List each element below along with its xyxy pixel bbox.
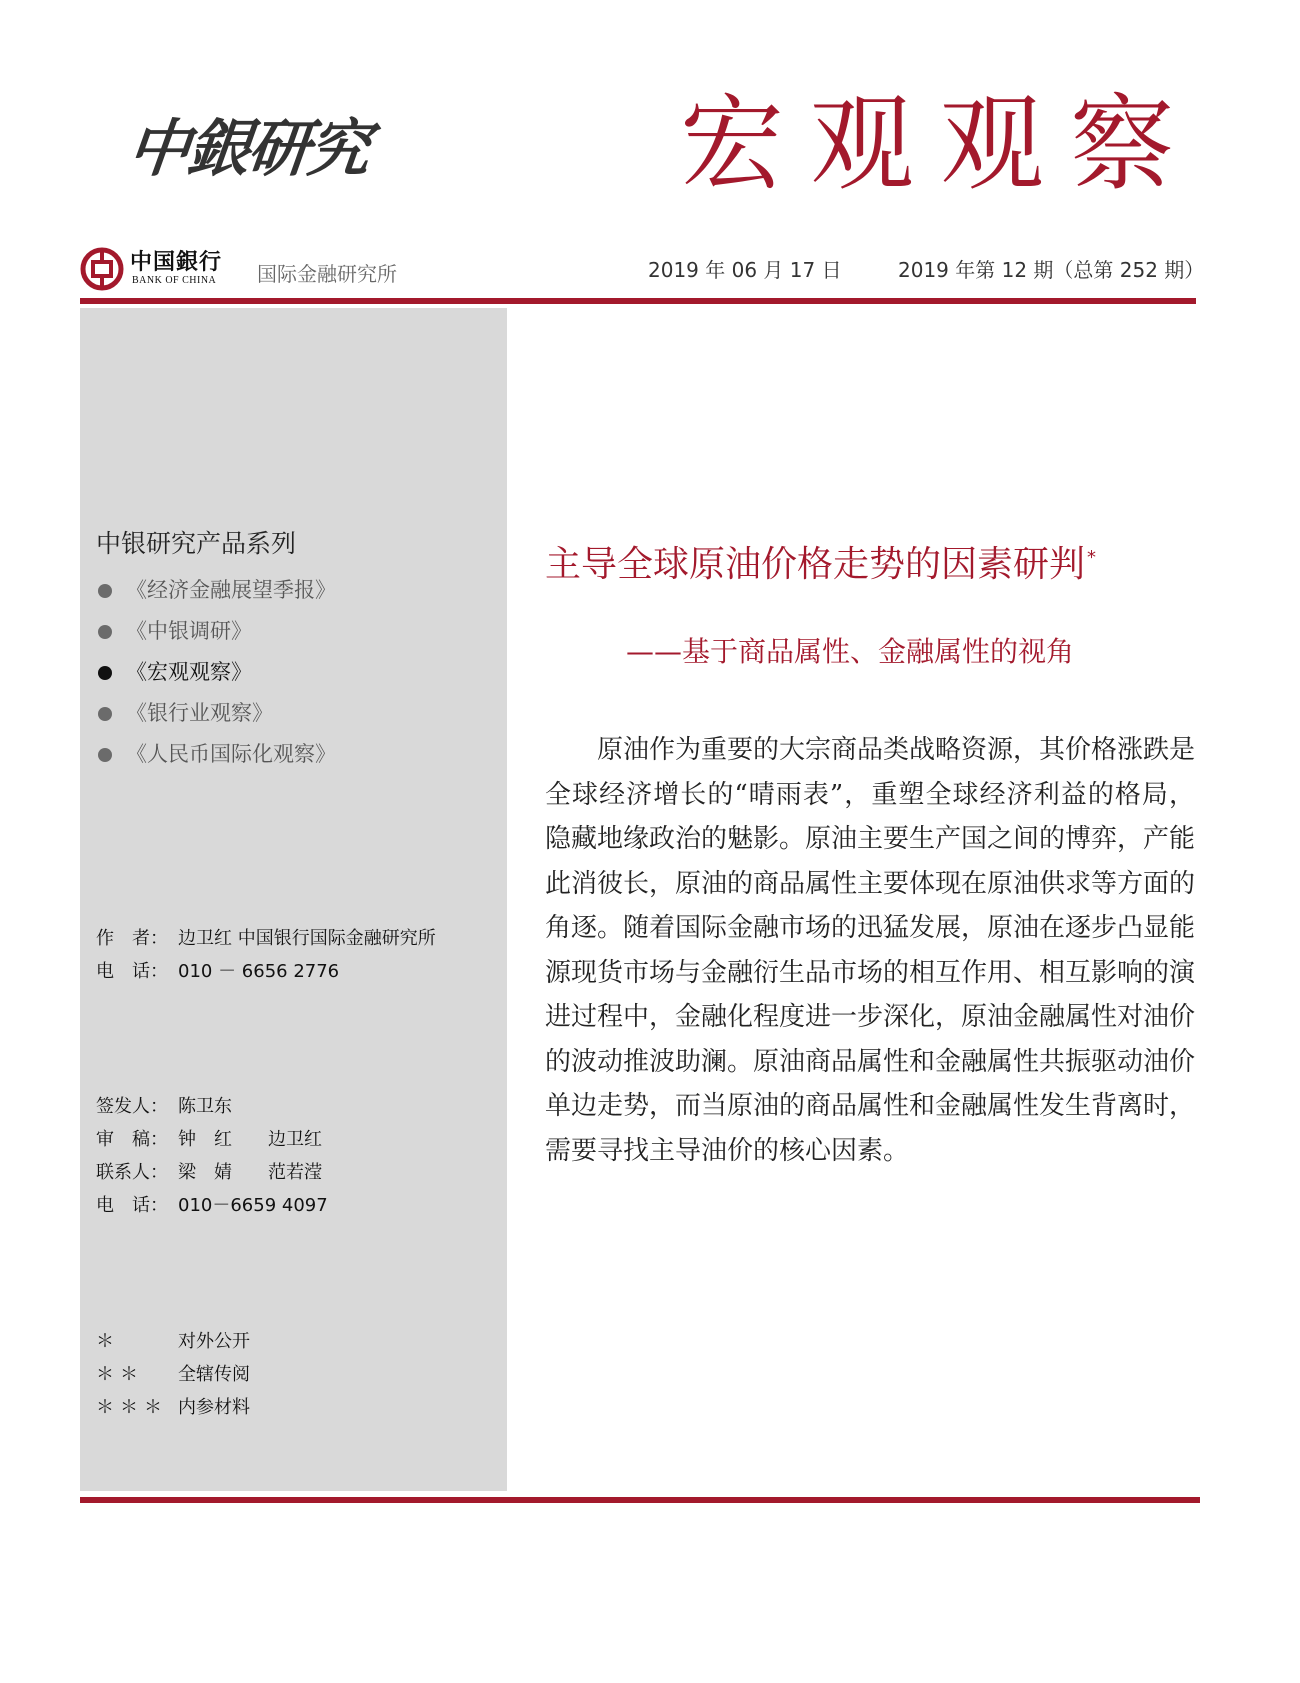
bank-of-china-emblem-icon bbox=[80, 247, 124, 291]
bank-name-english: BANK OF CHINA bbox=[132, 275, 217, 286]
article-title bbox=[545, 536, 1096, 587]
series-item-label: 《宏观观察》 bbox=[126, 660, 252, 684]
classification-marks: ＊＊ bbox=[96, 1364, 144, 1385]
brand-calligraphy-logo: 中銀研究 bbox=[124, 112, 372, 185]
meta-value: 边卫红 中国银行国际金融研究所 bbox=[178, 928, 436, 949]
meta-key: 联系人： bbox=[96, 1162, 168, 1183]
classification-marks: ＊＊＊ bbox=[96, 1397, 168, 1418]
footer-divider bbox=[80, 1497, 1200, 1503]
sidebar-panel bbox=[80, 308, 507, 1491]
classification-label: 全辖传阅 bbox=[178, 1364, 250, 1385]
bullet-icon bbox=[98, 666, 112, 680]
article-title-text: 主导全球原油价格走势的因素研判 bbox=[545, 544, 1086, 585]
publication-title: 宏观观察 bbox=[680, 83, 1201, 205]
institute-name: 国际金融研究所 bbox=[257, 262, 397, 286]
bank-of-china-logo bbox=[80, 245, 240, 293]
article-subtitle: ——基于商品属性、金融属性的视角 bbox=[626, 635, 1075, 668]
classification-label: 内参材料 bbox=[178, 1397, 250, 1418]
author-phone-row bbox=[96, 957, 339, 983]
meta-value: 010 － 6656 2776 bbox=[178, 961, 340, 982]
meta-key: 电 话： bbox=[96, 961, 168, 982]
meta-key: 签发人： bbox=[96, 1096, 168, 1117]
article-abstract: 原油作为重要的大宗商品类战略资源，其价格涨跌是全球经济增长的“晴雨表”，重塑全球经济利益的格局，隐藏地缘政治的魅影。原油主要生产国之间的博弈，产能此消彼长，原油的商品属性主要体现在原油供求等方面的角逐。随着国际金融市场的迅猛发展，原油在逐步凸显能源现货市场与金融衍生品市场的相互作用、相互影响的演进过程中，金融化程度进一步深化，原油金融属性对油价的波动推波助澜。原油商品属性和金融属性共振驱动油价单边走势，而当原油的商品属性和金融属性发生背离时，需要寻找主导油价的核心因素。 bbox=[545, 735, 1196, 1166]
meta-value: 010－6659 4097 bbox=[178, 1195, 328, 1216]
series-item-label: 《银行业观察》 bbox=[126, 701, 273, 725]
issue-number: 2019 年第 12 期（总第 252 期） bbox=[898, 258, 1205, 282]
meta-key: 审 稿： bbox=[96, 1129, 168, 1150]
title-footnote-mark: * bbox=[1087, 547, 1097, 568]
meta-key: 电 话： bbox=[96, 1195, 168, 1216]
issue-date: 2019 年 06 月 17 日 bbox=[648, 258, 842, 282]
bullet-icon bbox=[98, 707, 112, 721]
series-item-label: 《人民币国际化观察》 bbox=[126, 742, 336, 766]
meta-key: 作 者： bbox=[96, 928, 168, 949]
meta-value: 陈卫东 bbox=[178, 1096, 232, 1117]
bullet-icon bbox=[98, 584, 112, 598]
classification-label: 对外公开 bbox=[178, 1331, 250, 1352]
bullet-icon bbox=[98, 748, 112, 762]
bank-name-chinese: 中国銀行 bbox=[130, 249, 223, 275]
classification-public bbox=[96, 1327, 250, 1353]
header-divider bbox=[80, 298, 1196, 304]
reviewer-row bbox=[96, 1125, 322, 1151]
author-row bbox=[96, 924, 436, 950]
series-item-label: 《中银调研》 bbox=[126, 619, 252, 643]
meta-value: 梁 婧 范若滢 bbox=[178, 1162, 322, 1183]
issuer-row bbox=[96, 1092, 232, 1118]
meta-value: 钟 红 边卫红 bbox=[178, 1129, 322, 1150]
classification-restricted bbox=[96, 1393, 250, 1419]
contact-phone-row bbox=[96, 1191, 328, 1217]
classification-internal bbox=[96, 1360, 250, 1386]
bullet-icon bbox=[98, 625, 112, 639]
series-heading: 中银研究产品系列 bbox=[96, 529, 297, 558]
series-item-label: 《经济金融展望季报》 bbox=[126, 578, 336, 602]
classification-marks: ＊ bbox=[96, 1331, 120, 1352]
contact-row bbox=[96, 1158, 322, 1184]
